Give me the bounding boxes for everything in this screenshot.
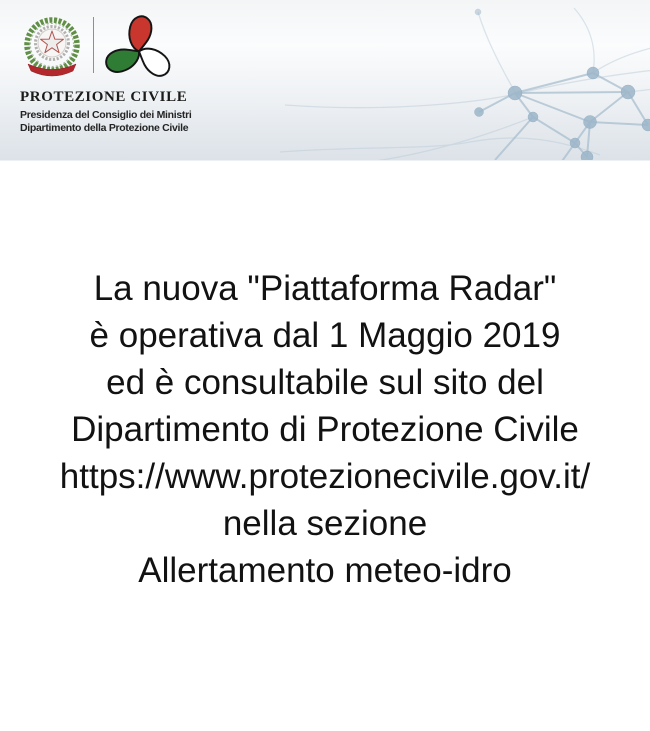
- header: [0, 0, 650, 161]
- announcement-line-3: ed è consultabile sul sito del: [106, 363, 544, 402]
- logo-divider: [93, 17, 94, 73]
- announcement-line-1: La nuova "Piattaforma Radar": [93, 269, 557, 308]
- brand-subtitle-dipartimento: Dipartimento della Protezione Civile: [20, 121, 189, 134]
- website-url-text: https://www.protezionecivile.gov.it/: [59, 457, 591, 496]
- brand-subtitle-presidenza: Presidenza del Consiglio dei Ministri: [20, 109, 192, 121]
- announcement-line-6: nella sezione: [222, 504, 428, 543]
- protezione-civile-logo-icon: [103, 10, 175, 84]
- logo-row: [20, 12, 192, 84]
- announcement-line-4: Dipartimento di Protezione Civile: [71, 410, 579, 449]
- announcement-line-2: è operativa dal 1 Maggio 2019: [89, 316, 561, 355]
- italian-republic-emblem-icon: [20, 12, 84, 82]
- announcement-line-7: Allertamento meteo-idro: [138, 551, 512, 590]
- announcement: [0, 161, 650, 594]
- brand-title: PROTEZIONE CIVILE: [20, 89, 188, 105]
- brand-block: [20, 12, 192, 134]
